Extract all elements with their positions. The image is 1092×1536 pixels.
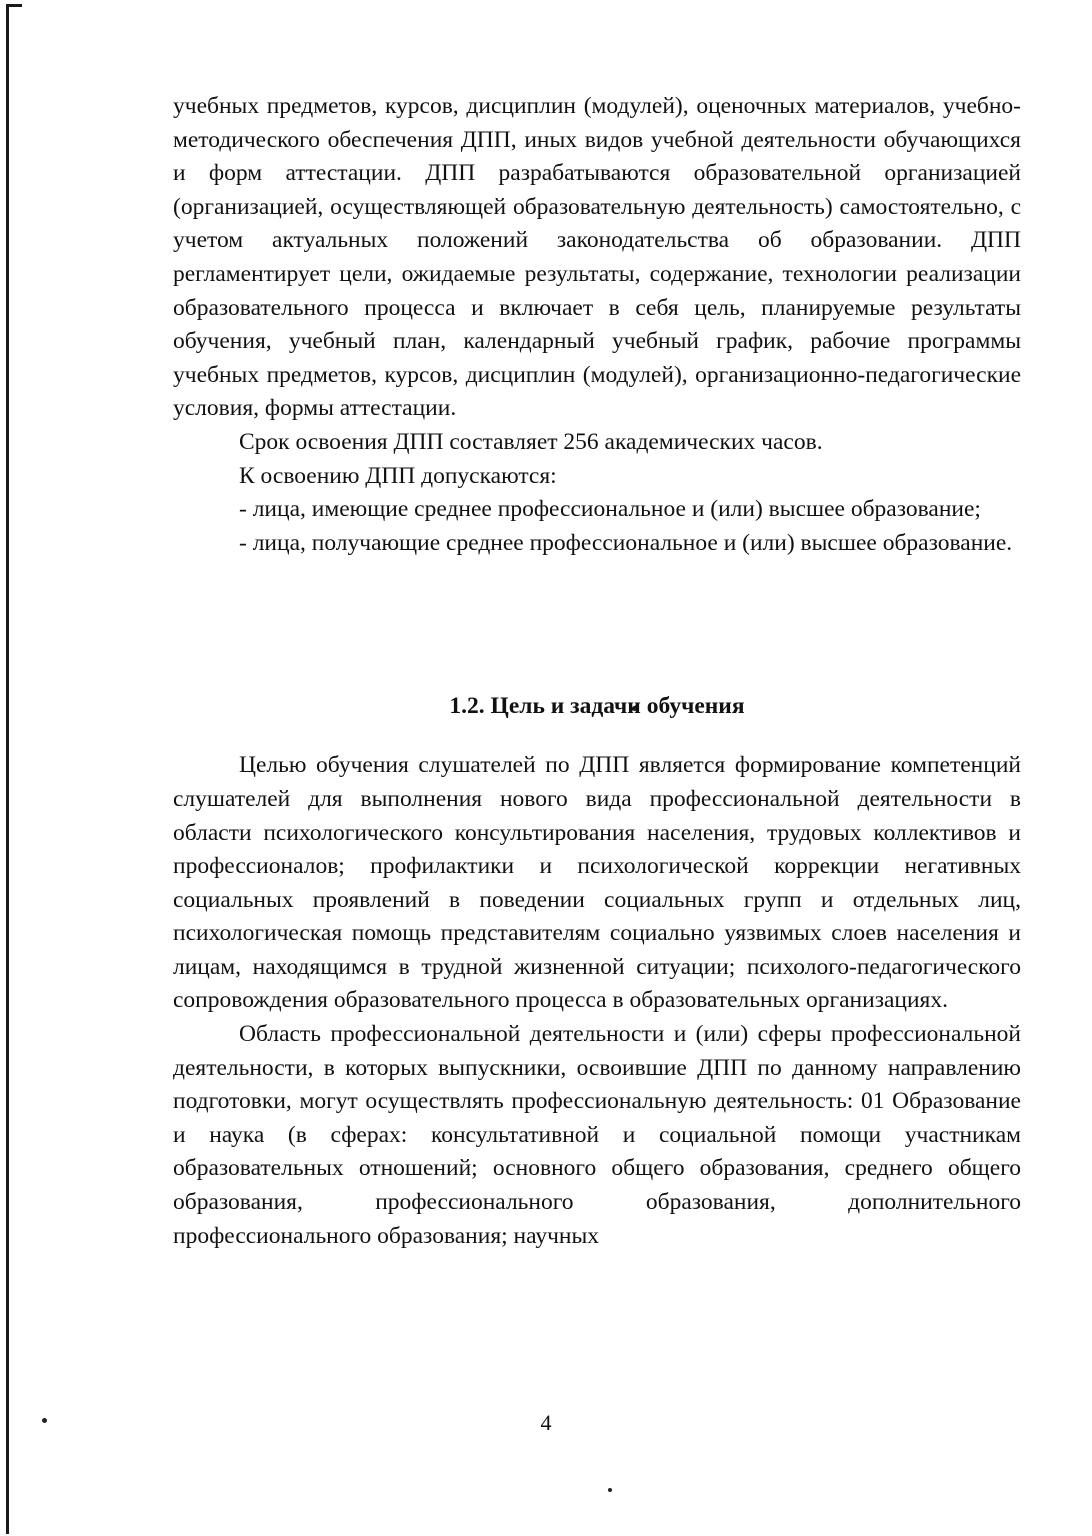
section-heading: 1.2. Цель и задачи обучения: [449, 693, 745, 720]
paragraph-admission: К освоению ДПП допускаются:: [239, 462, 557, 489]
paragraph-program-description: учебных предметов, курсов, дисциплин (модулей), оценочных материалов, учебно-методического обеспечения ДПП, иных видов учебной деятельности обучающихся и форм аттестации. ДПП разрабатываются образовательной организацией (организацией, осуществляющей образовательную деятельность) самостоятельно, с учетом актуальных положений законодательства об образовании. ДПП регламентирует цели, ожидаемые результаты, содержание, технологии реализации образовательного процесса и включает в себя цель, планируемые результаты обучения, учебный план, календарный учебный график, рабочие программы учебных предметов, курсов, дисциплин (модулей), организационно-педагогические условия, формы аттестации.: [173, 93, 1021, 422]
scan-border-left: [6, 4, 9, 1534]
page-number: 4: [540, 1410, 552, 1435]
paragraph-professional-area: Область профессиональной деятельности и (или) сферы профессиональной деятельности, в которых выпускники, освоившие ДПП по данному направлению подготовки, могут осуществлять профессиональную деятельность: 01 Образование и наука (в сферах: консультативной и социальной помощи участникам образовательных отношений; основного общего образования, среднего общего образования, профессионального образования, дополнительного профессионального образования; научных: [173, 1021, 1021, 1249]
document-page: [173, 90, 1021, 1253]
scan-border-top: [6, 4, 22, 7]
list-item-admission-2: - лица, получающие среднее профессиональное и (или) высшее образование.: [239, 529, 1013, 556]
scan-speck: [608, 1488, 612, 1492]
paragraph-duration: Срок освоения ДПП составляет 256 академических часов.: [239, 428, 823, 455]
paragraph-goal: Целью обучения слушателей по ДПП является формирование компетенций слушателей для выполнения нового вида профессиональной деятельности в области психологического консультирования населения, трудовых коллективов и профессионалов; профилактики и психологической коррекции негативных социальных проявлений в поведении социальных групп и отдельных лиц, психологическая помощь представителям социально уязвимых слоев населения и лицам, находящимся в трудной жизненной ситуации; психолого-педагогического сопровождения образовательного процесса в образовательных организациях.: [173, 752, 1021, 1014]
list-item-admission-1: - лица, имеющие среднее профессиональное и (или) высшее образование;: [239, 496, 981, 523]
